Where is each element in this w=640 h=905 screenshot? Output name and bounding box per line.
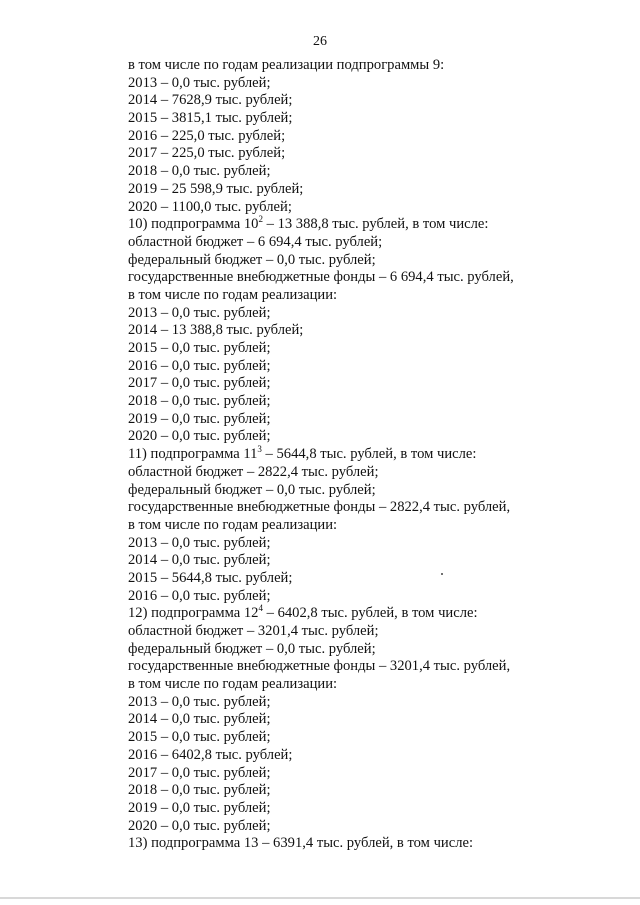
subprogram-heading-text: 10) подпрограмма 10 (128, 216, 259, 233)
text-line: 2017 – 225,0 тыс. рублей; (128, 145, 286, 162)
text-line: 2013 – 0,0 тыс. рублей; (128, 693, 271, 710)
subprogram-heading (128, 216, 628, 234)
text-line: 2018 – 0,0 тыс. рублей; (128, 782, 271, 799)
subprogram-heading-text: 12) подпрограмма 12 (128, 605, 259, 622)
text-line: 2020 – 0,0 тыс. рублей; (128, 428, 271, 445)
text-line: 2015 – 0,0 тыс. рублей; (128, 340, 271, 356)
text-line: 2013 – 0,0 тыс. рублей; (128, 74, 271, 91)
text-line: государственные внебюджетные фонды – 6 694,4 тыс. рублей, (128, 269, 514, 286)
text-line: федеральный бюджет – 0,0 тыс. рублей; (128, 640, 376, 657)
superscript-index: 4 (258, 603, 263, 614)
text-line: в том числе по годам реализации: (128, 516, 338, 533)
subprogram-heading (128, 605, 628, 623)
text-line: в том числе по годам реализации: (128, 286, 338, 303)
text-line: федеральный бюджет – 0,0 тыс. рублей; (128, 481, 376, 498)
text-line: в том числе по годам реализации: (128, 676, 338, 693)
text-line: 2018 – 0,0 тыс. рублей; (128, 393, 271, 410)
text-line: 2016 – 0,0 тыс. рублей; (128, 587, 271, 604)
text-line: областной бюджет – 2822,4 тыс. рублей; (128, 463, 379, 480)
text-line: 2013 – 0,0 тыс. рублей; (128, 304, 271, 321)
text-line: 2014 – 13 388,8 тыс. рублей; (128, 322, 304, 339)
text-line: областной бюджет – 6 694,4 тыс. рублей; (128, 233, 383, 250)
text-line: 2018 – 0,0 тыс. рублей; (128, 163, 271, 180)
text-line: 13) подпрограмма 13 – 6391,4 тыс. рублей, в том числе: (128, 835, 474, 852)
text-line: в том числе по годам реализации подпрограммы 9: (128, 57, 445, 73)
text-line: 2019 – 0,0 тыс. рублей; (128, 410, 271, 427)
text-line: 2014 – 7628,9 тыс. рублей; (128, 92, 293, 109)
subprogram-heading (128, 446, 628, 464)
text-line: 2016 – 6402,8 тыс. рублей; (128, 746, 293, 763)
page-number: 26 (313, 34, 327, 49)
text-line: федеральный бюджет – 0,0 тыс. рублей; (128, 251, 376, 268)
text-line: 2015 – 3815,1 тыс. рублей; (128, 110, 293, 127)
text-line: 2019 – 25 598,9 тыс. рублей; (128, 180, 304, 197)
scan-speck (441, 573, 443, 575)
text-line: 2015 – 0,0 тыс. рублей; (128, 729, 271, 746)
subprogram-heading-amount: – 13 388,8 тыс. рублей, в том числе: (262, 216, 489, 233)
text-line: 2015 – 5644,8 тыс. рублей; (128, 569, 293, 586)
text-line: областной бюджет – 3201,4 тыс. рублей; (128, 623, 379, 639)
text-line: 2014 – 0,0 тыс. рублей; (128, 711, 271, 728)
text-line: государственные внебюджетные фонды – 3201,4 тыс. рублей, (128, 658, 511, 675)
text-line: 2017 – 0,0 тыс. рублей; (128, 375, 271, 392)
subprogram-heading-amount: – 6402,8 тыс. рублей, в том числе: (262, 605, 478, 622)
superscript-index: 3 (257, 444, 262, 455)
scan-bottom-edge (0, 897, 640, 899)
subprogram-heading-text: 11) подпрограмма 11 (128, 446, 258, 463)
text-line: 2020 – 0,0 тыс. рублей; (128, 817, 271, 834)
text-line: 2016 – 225,0 тыс. рублей; (128, 127, 286, 144)
subprogram-heading-amount: – 5644,8 тыс. рублей, в том числе: (261, 446, 477, 463)
text-line: 2014 – 0,0 тыс. рублей; (128, 552, 271, 569)
text-line: 2020 – 1100,0 тыс. рублей; (128, 198, 292, 215)
text-line: 2013 – 0,0 тыс. рублей; (128, 534, 271, 551)
text-line: 2017 – 0,0 тыс. рублей; (128, 764, 271, 781)
text-line: государственные внебюджетные фонды – 2822,4 тыс. рублей, (128, 499, 511, 516)
text-line: 2016 – 0,0 тыс. рублей; (128, 357, 271, 374)
superscript-index: 2 (258, 214, 263, 225)
text-line: 2019 – 0,0 тыс. рублей; (128, 799, 271, 816)
document-body (128, 57, 628, 853)
